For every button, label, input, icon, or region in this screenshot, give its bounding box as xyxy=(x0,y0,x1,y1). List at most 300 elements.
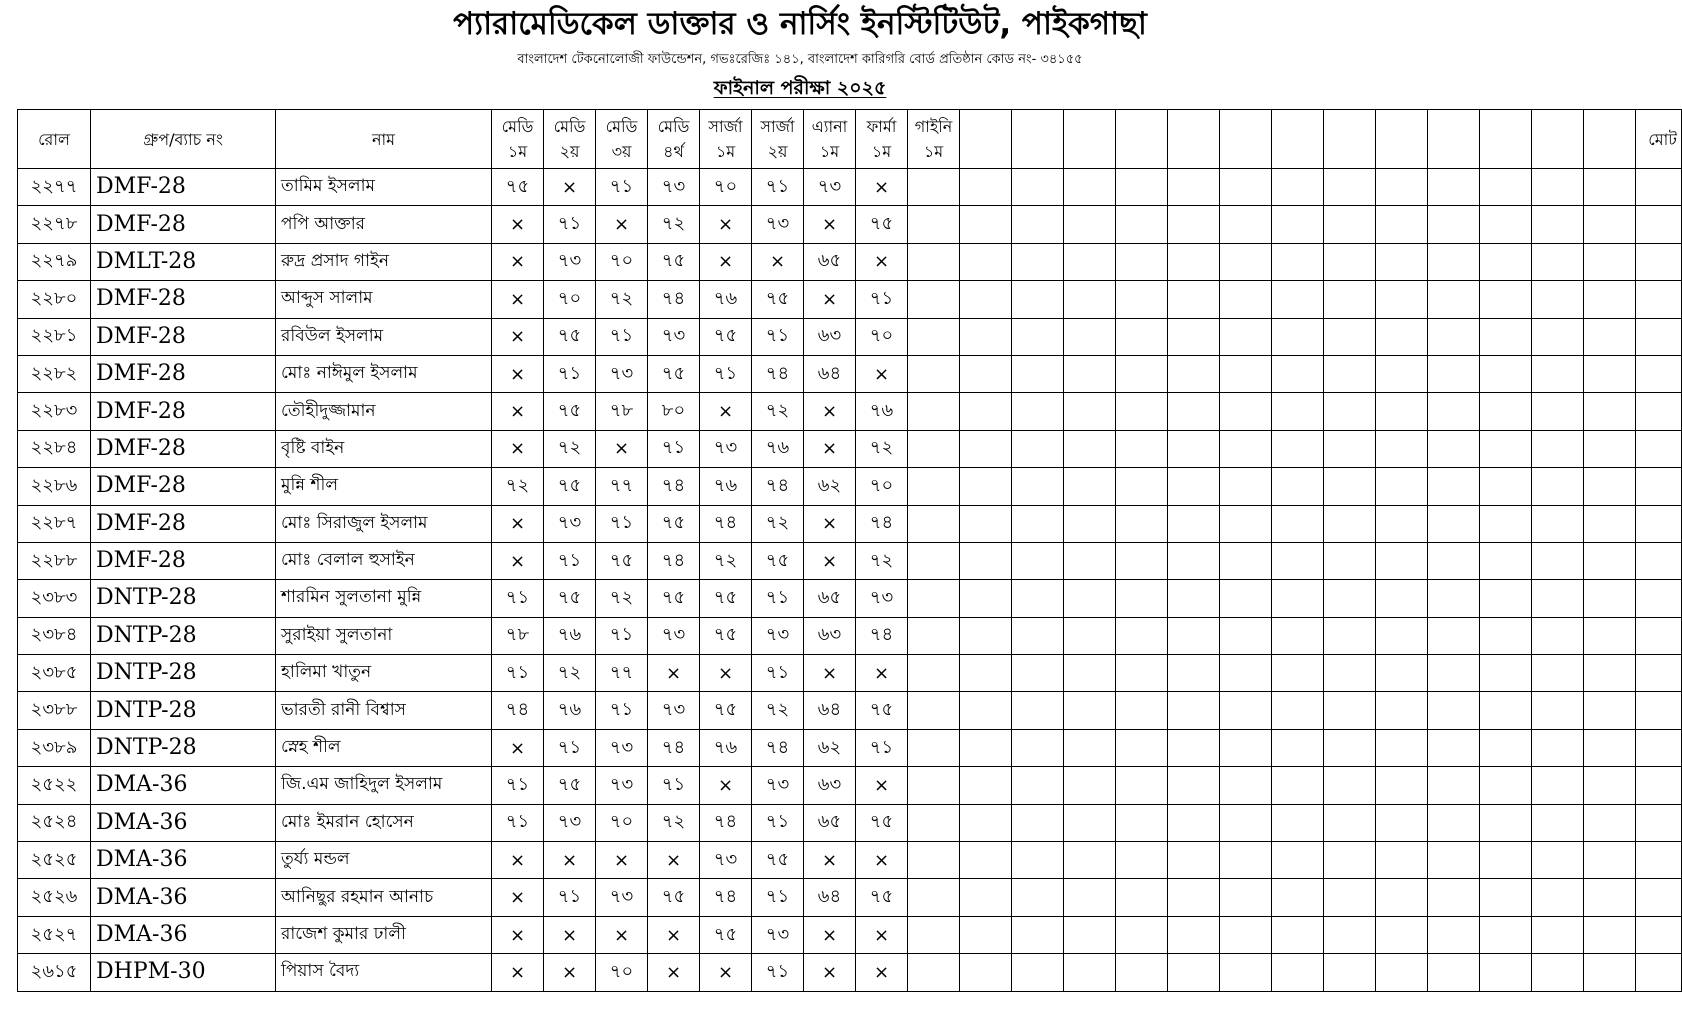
mark-cell: ৭৫ xyxy=(752,281,804,318)
empty-cell xyxy=(1220,767,1272,804)
mark-cell: ৭৬ xyxy=(700,729,752,766)
empty-cell xyxy=(908,954,960,991)
empty-cell xyxy=(1584,505,1636,542)
name-cell: তুর্য্য মন্ডল xyxy=(276,842,492,879)
empty-cell xyxy=(1376,804,1428,841)
empty-cell xyxy=(1064,281,1116,318)
header-subject-line1: মেডি xyxy=(605,117,638,136)
mark-cell: ৭১ xyxy=(596,692,648,729)
mark-cell: ৭১ xyxy=(596,505,648,542)
batch-cell: DMLT-28 xyxy=(91,243,276,280)
mark-cell: ৭২ xyxy=(856,542,908,579)
empty-cell xyxy=(1220,655,1272,692)
mark-cell: ৭৩ xyxy=(856,580,908,617)
empty-cell xyxy=(1636,729,1682,766)
mark-cell: ৭১ xyxy=(596,318,648,355)
header-empty-cell xyxy=(1272,110,1324,169)
empty-cell xyxy=(1480,954,1532,991)
empty-cell xyxy=(1116,281,1168,318)
mark-cell: × xyxy=(804,655,856,692)
mark-cell: × xyxy=(804,281,856,318)
empty-cell xyxy=(1116,430,1168,467)
empty-cell xyxy=(1428,767,1480,804)
empty-cell xyxy=(1116,617,1168,654)
empty-cell xyxy=(1324,692,1376,729)
mark-cell: ৭০ xyxy=(596,243,648,280)
mark-cell: ৬৫ xyxy=(804,243,856,280)
empty-cell xyxy=(908,243,960,280)
table-row xyxy=(18,879,1682,916)
empty-cell xyxy=(1324,879,1376,916)
mark-cell: ৭৪ xyxy=(700,505,752,542)
mark-cell: × xyxy=(856,916,908,953)
mark-cell: ৭৫ xyxy=(492,169,544,206)
batch-cell: DMA-36 xyxy=(91,767,276,804)
empty-cell xyxy=(1168,916,1220,953)
empty-cell xyxy=(1116,169,1168,206)
empty-cell xyxy=(1272,879,1324,916)
name-cell: শারমিন সুলতানা মুন্নি xyxy=(276,580,492,617)
mark-cell: ৭৬ xyxy=(856,393,908,430)
empty-cell xyxy=(1324,542,1376,579)
empty-cell xyxy=(1480,505,1532,542)
mark-cell: ৭৫ xyxy=(700,692,752,729)
exam-title: ফাইনাল পরীক্ষা ২০২৫ xyxy=(713,77,887,99)
empty-cell xyxy=(1324,842,1376,879)
mark-cell: ৭১ xyxy=(752,655,804,692)
empty-cell xyxy=(1012,430,1064,467)
mark-cell: × xyxy=(648,954,700,991)
empty-cell xyxy=(1584,729,1636,766)
empty-cell xyxy=(1636,916,1682,953)
mark-cell: ৭৭ xyxy=(596,468,648,505)
empty-cell xyxy=(1012,318,1064,355)
empty-cell xyxy=(960,879,1012,916)
empty-cell xyxy=(960,206,1012,243)
empty-cell xyxy=(1584,655,1636,692)
header-empty-cell xyxy=(1116,110,1168,169)
header-row xyxy=(18,110,1682,169)
empty-cell xyxy=(908,804,960,841)
empty-cell xyxy=(960,655,1012,692)
header-empty-cell xyxy=(1428,110,1480,169)
mark-cell: ৭৩ xyxy=(544,505,596,542)
empty-cell xyxy=(1220,281,1272,318)
empty-cell xyxy=(1636,355,1682,392)
header-subject-line1: মেডি xyxy=(657,117,690,136)
mark-cell: ৬৫ xyxy=(804,580,856,617)
empty-cell xyxy=(1532,318,1584,355)
empty-cell xyxy=(1116,879,1168,916)
mark-cell: ৭৫ xyxy=(648,580,700,617)
empty-cell xyxy=(1532,281,1584,318)
mark-cell: × xyxy=(492,355,544,392)
mark-cell: ৭৩ xyxy=(596,729,648,766)
empty-cell xyxy=(1116,393,1168,430)
mark-cell: × xyxy=(804,542,856,579)
mark-cell: × xyxy=(544,169,596,206)
header-subject-line2: ১ম xyxy=(871,142,892,161)
empty-cell xyxy=(1116,729,1168,766)
empty-cell xyxy=(1064,655,1116,692)
empty-cell xyxy=(960,767,1012,804)
mark-cell: ৭৮ xyxy=(596,393,648,430)
empty-cell xyxy=(1272,355,1324,392)
table-row xyxy=(18,355,1682,392)
empty-cell xyxy=(1636,842,1682,879)
empty-cell xyxy=(960,505,1012,542)
mark-cell: ৭৫ xyxy=(752,542,804,579)
header-subject-line1: ফার্মা xyxy=(866,117,897,136)
mark-cell: ৭১ xyxy=(856,281,908,318)
empty-cell xyxy=(1012,243,1064,280)
mark-cell: ৭১ xyxy=(492,804,544,841)
header-subject xyxy=(804,110,856,169)
empty-cell xyxy=(1428,206,1480,243)
mark-cell: ৭৩ xyxy=(752,916,804,953)
roll-cell: ২২৮০ xyxy=(18,281,91,318)
empty-cell xyxy=(1428,729,1480,766)
mark-cell: × xyxy=(492,916,544,953)
mark-cell: × xyxy=(700,954,752,991)
empty-cell xyxy=(1324,729,1376,766)
empty-cell xyxy=(1272,505,1324,542)
mark-cell: × xyxy=(492,505,544,542)
empty-cell xyxy=(1324,580,1376,617)
mark-cell: × xyxy=(648,916,700,953)
empty-cell xyxy=(1584,542,1636,579)
mark-cell: ৭৩ xyxy=(700,430,752,467)
empty-cell xyxy=(1480,430,1532,467)
mark-cell: ৭৮ xyxy=(492,617,544,654)
mark-cell: × xyxy=(492,842,544,879)
empty-cell xyxy=(1012,692,1064,729)
name-cell: রুদ্র প্রসাদ গাইন xyxy=(276,243,492,280)
empty-cell xyxy=(1532,842,1584,879)
empty-cell xyxy=(908,842,960,879)
name-cell: মুন্নি শীল xyxy=(276,468,492,505)
mark-cell: × xyxy=(856,842,908,879)
name-cell: পপি আক্তার xyxy=(276,206,492,243)
mark-cell: × xyxy=(700,393,752,430)
empty-cell xyxy=(1168,617,1220,654)
header-subject-line1: মেডি xyxy=(501,117,534,136)
empty-cell xyxy=(1012,842,1064,879)
table-row xyxy=(18,954,1682,991)
empty-cell xyxy=(1168,804,1220,841)
empty-cell xyxy=(1428,879,1480,916)
empty-cell xyxy=(1532,206,1584,243)
empty-cell xyxy=(1480,318,1532,355)
batch-cell: DNTP-28 xyxy=(91,655,276,692)
empty-cell xyxy=(1272,954,1324,991)
mark-cell: ৭৫ xyxy=(700,580,752,617)
mark-cell: × xyxy=(492,318,544,355)
empty-cell xyxy=(1116,655,1168,692)
mark-cell: × xyxy=(648,842,700,879)
mark-cell: ৭৩ xyxy=(596,767,648,804)
mark-cell: ৭৫ xyxy=(700,617,752,654)
empty-cell xyxy=(1168,393,1220,430)
table-row xyxy=(18,206,1682,243)
empty-cell xyxy=(1324,169,1376,206)
batch-cell: DNTP-28 xyxy=(91,617,276,654)
empty-cell xyxy=(1636,580,1682,617)
batch-cell: DMF-28 xyxy=(91,430,276,467)
empty-cell xyxy=(1012,617,1064,654)
empty-cell xyxy=(1220,169,1272,206)
header-total: মোট xyxy=(1636,110,1682,169)
mark-cell: ৭৪ xyxy=(752,355,804,392)
mark-cell: ৭০ xyxy=(596,954,648,991)
mark-cell: ৭২ xyxy=(648,804,700,841)
mark-cell: ৭২ xyxy=(544,655,596,692)
name-cell: হালিমা খাতুন xyxy=(276,655,492,692)
empty-cell xyxy=(1064,505,1116,542)
mark-cell: × xyxy=(700,767,752,804)
empty-cell xyxy=(960,729,1012,766)
header-subject xyxy=(544,110,596,169)
empty-cell xyxy=(1272,767,1324,804)
empty-cell xyxy=(1272,655,1324,692)
empty-cell xyxy=(1272,804,1324,841)
batch-cell: DMF-28 xyxy=(91,206,276,243)
empty-cell xyxy=(1532,804,1584,841)
mark-cell: ৭১ xyxy=(752,804,804,841)
empty-cell xyxy=(1480,169,1532,206)
empty-cell xyxy=(1064,842,1116,879)
empty-cell xyxy=(1168,169,1220,206)
mark-cell: ৭৫ xyxy=(856,206,908,243)
empty-cell xyxy=(1636,767,1682,804)
name-cell: তামিম ইসলাম xyxy=(276,169,492,206)
header-subject xyxy=(596,110,648,169)
header-batch: গ্রুপ/ব্যাচ নং xyxy=(91,110,276,169)
name-cell: রাজেশ কুমার ঢালী xyxy=(276,916,492,953)
header-subject-line2: ১ম xyxy=(715,142,736,161)
empty-cell xyxy=(1376,243,1428,280)
empty-cell xyxy=(1428,916,1480,953)
header-empty-cell xyxy=(1532,110,1584,169)
empty-cell xyxy=(1272,617,1324,654)
empty-cell xyxy=(1428,692,1480,729)
empty-cell xyxy=(1428,505,1480,542)
empty-cell xyxy=(1584,804,1636,841)
header-subject-line1: এ্যানা xyxy=(811,117,848,136)
empty-cell xyxy=(1428,281,1480,318)
roll-cell: ২৩৮৯ xyxy=(18,729,91,766)
empty-cell xyxy=(1324,430,1376,467)
empty-cell xyxy=(1168,318,1220,355)
mark-cell: × xyxy=(804,393,856,430)
mark-cell: × xyxy=(492,879,544,916)
mark-cell: ৭৫ xyxy=(648,355,700,392)
empty-cell xyxy=(1376,169,1428,206)
mark-cell: ৭০ xyxy=(856,468,908,505)
roll-cell: ২২৮৪ xyxy=(18,430,91,467)
mark-cell: ৭২ xyxy=(492,468,544,505)
empty-cell xyxy=(1584,954,1636,991)
roll-cell: ২৫২৫ xyxy=(18,842,91,879)
roll-cell: ২৩৮৩ xyxy=(18,580,91,617)
empty-cell xyxy=(1116,542,1168,579)
empty-cell xyxy=(1376,355,1428,392)
empty-cell xyxy=(1220,954,1272,991)
mark-cell: × xyxy=(544,842,596,879)
name-cell: তৌহীদুজ্জামান xyxy=(276,393,492,430)
mark-cell: × xyxy=(492,243,544,280)
empty-cell xyxy=(1272,468,1324,505)
empty-cell xyxy=(1168,767,1220,804)
empty-cell xyxy=(908,729,960,766)
mark-cell: ৭৬ xyxy=(700,468,752,505)
empty-cell xyxy=(960,281,1012,318)
empty-cell xyxy=(1532,655,1584,692)
table-row xyxy=(18,468,1682,505)
empty-cell xyxy=(1220,692,1272,729)
empty-cell xyxy=(1064,243,1116,280)
empty-cell xyxy=(1636,879,1682,916)
empty-cell xyxy=(1012,505,1064,542)
mark-cell: × xyxy=(856,169,908,206)
header-subject-line1: সার্জা xyxy=(708,117,743,136)
mark-cell: ৭২ xyxy=(648,206,700,243)
header-empty-cell xyxy=(1584,110,1636,169)
mark-cell: ৭২ xyxy=(544,430,596,467)
empty-cell xyxy=(1324,655,1376,692)
mark-cell: ৭৩ xyxy=(544,243,596,280)
empty-cell xyxy=(1064,954,1116,991)
empty-cell xyxy=(1168,580,1220,617)
empty-cell xyxy=(1064,355,1116,392)
empty-cell xyxy=(1220,842,1272,879)
empty-cell xyxy=(1220,617,1272,654)
empty-cell xyxy=(1532,393,1584,430)
table-row xyxy=(18,281,1682,318)
empty-cell xyxy=(1324,468,1376,505)
empty-cell xyxy=(960,468,1012,505)
table-row xyxy=(18,393,1682,430)
empty-cell xyxy=(1168,468,1220,505)
empty-cell xyxy=(1324,206,1376,243)
header-subject-line2: ১ম xyxy=(507,142,528,161)
empty-cell xyxy=(1272,393,1324,430)
table-row xyxy=(18,692,1682,729)
empty-cell xyxy=(1636,393,1682,430)
empty-cell xyxy=(1168,692,1220,729)
empty-cell xyxy=(908,767,960,804)
mark-cell: ৭১ xyxy=(752,879,804,916)
mark-cell: × xyxy=(856,767,908,804)
mark-cell: ৭১ xyxy=(544,729,596,766)
empty-cell xyxy=(1220,355,1272,392)
empty-cell xyxy=(1064,617,1116,654)
empty-cell xyxy=(1636,505,1682,542)
empty-cell xyxy=(1272,243,1324,280)
results-body xyxy=(18,169,1682,992)
mark-cell: ৭০ xyxy=(700,169,752,206)
empty-cell xyxy=(1064,692,1116,729)
mark-cell: × xyxy=(804,430,856,467)
mark-cell: ৭৫ xyxy=(648,505,700,542)
batch-cell: DMF-28 xyxy=(91,355,276,392)
empty-cell xyxy=(1272,916,1324,953)
header-empty-cell xyxy=(1220,110,1272,169)
roll-cell: ২২৮২ xyxy=(18,355,91,392)
mark-cell: ৭১ xyxy=(544,355,596,392)
mark-cell: ৭১ xyxy=(544,206,596,243)
mark-cell: ৬৫ xyxy=(804,804,856,841)
mark-cell: ৮০ xyxy=(648,393,700,430)
empty-cell xyxy=(1636,169,1682,206)
empty-cell xyxy=(1636,617,1682,654)
empty-cell xyxy=(1272,318,1324,355)
mark-cell: ৭১ xyxy=(752,318,804,355)
mark-cell: ৭২ xyxy=(752,393,804,430)
header-subject-line2: ৪র্থ xyxy=(663,142,684,161)
empty-cell xyxy=(1012,767,1064,804)
empty-cell xyxy=(1220,243,1272,280)
empty-cell xyxy=(960,318,1012,355)
mark-cell: ৭১ xyxy=(856,729,908,766)
empty-cell xyxy=(1012,954,1064,991)
empty-cell xyxy=(1376,468,1428,505)
empty-cell xyxy=(908,879,960,916)
empty-cell xyxy=(1272,580,1324,617)
empty-cell xyxy=(1584,916,1636,953)
batch-cell: DNTP-28 xyxy=(91,729,276,766)
batch-cell: DMA-36 xyxy=(91,916,276,953)
roll-cell: ২২৮৮ xyxy=(18,542,91,579)
empty-cell xyxy=(1584,355,1636,392)
empty-cell xyxy=(1116,580,1168,617)
empty-cell xyxy=(1064,729,1116,766)
mark-cell: ৭৫ xyxy=(596,542,648,579)
empty-cell xyxy=(1428,617,1480,654)
table-row xyxy=(18,804,1682,841)
empty-cell xyxy=(1324,281,1376,318)
mark-cell: ৭৫ xyxy=(752,842,804,879)
empty-cell xyxy=(1168,430,1220,467)
table-row xyxy=(18,243,1682,280)
empty-cell xyxy=(960,393,1012,430)
empty-cell xyxy=(1428,243,1480,280)
mark-cell: ৭২ xyxy=(700,542,752,579)
empty-cell xyxy=(1220,580,1272,617)
empty-cell xyxy=(1376,954,1428,991)
roll-cell: ২৫২৪ xyxy=(18,804,91,841)
empty-cell xyxy=(908,206,960,243)
empty-cell xyxy=(1324,804,1376,841)
mark-cell: × xyxy=(804,842,856,879)
mark-cell: ৭১ xyxy=(596,169,648,206)
batch-cell: DMF-28 xyxy=(91,318,276,355)
roll-cell: ২৫২৭ xyxy=(18,916,91,953)
empty-cell xyxy=(1376,505,1428,542)
empty-cell xyxy=(1220,729,1272,766)
empty-cell xyxy=(1012,729,1064,766)
empty-cell xyxy=(1012,879,1064,916)
empty-cell xyxy=(1480,542,1532,579)
empty-cell xyxy=(960,692,1012,729)
empty-cell xyxy=(1636,655,1682,692)
empty-cell xyxy=(1532,617,1584,654)
mark-cell: ৬৪ xyxy=(804,692,856,729)
mark-cell: × xyxy=(492,729,544,766)
name-cell: আনিছুর রহমান আনাচ xyxy=(276,879,492,916)
header-subject xyxy=(752,110,804,169)
header-subject xyxy=(492,110,544,169)
